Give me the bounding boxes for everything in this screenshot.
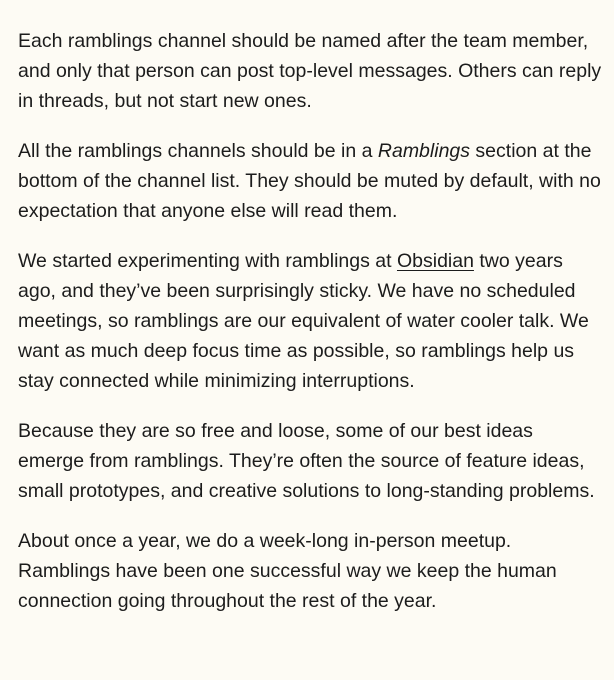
paragraph-ramblings-section	[18, 136, 602, 226]
paragraph-text: We started experimenting with ramblings at	[18, 250, 397, 272]
paragraph-text: two years ago, and they’ve been surprisingly sticky. We have no scheduled meetings, so ramblings are our equivalent of water cooler talk. We want as much deep focus time as possible, so ramblings help us stay connected while minimizing interruptions.	[18, 250, 589, 392]
paragraph-meetup: About once a year, we do a week-long in-person meetup. Ramblings have been one successful way we keep the human connection going throughout the rest of the year.	[18, 530, 557, 612]
ramblings-section-name: Ramblings	[377, 140, 471, 162]
paragraph-best-ideas: Because they are so free and loose, some of our best ideas emerge from ramblings. They’re often the source of feature ideas, small prototypes, and creative solutions to long-standing problems.	[18, 420, 595, 502]
paragraph-experimenting	[18, 246, 602, 396]
paragraph-text: section at the bottom of the channel list. They should be muted by default, with no expectation that anyone else will read them.	[18, 140, 601, 222]
paragraph-text: All the ramblings channels should be in a	[18, 140, 378, 162]
obsidian-link[interactable]: Obsidian	[396, 250, 474, 272]
paragraph-channel-naming: Each ramblings channel should be named after the team member, and only that person can post top-level messages. Others can reply in threads, but not start new ones.	[18, 30, 602, 112]
